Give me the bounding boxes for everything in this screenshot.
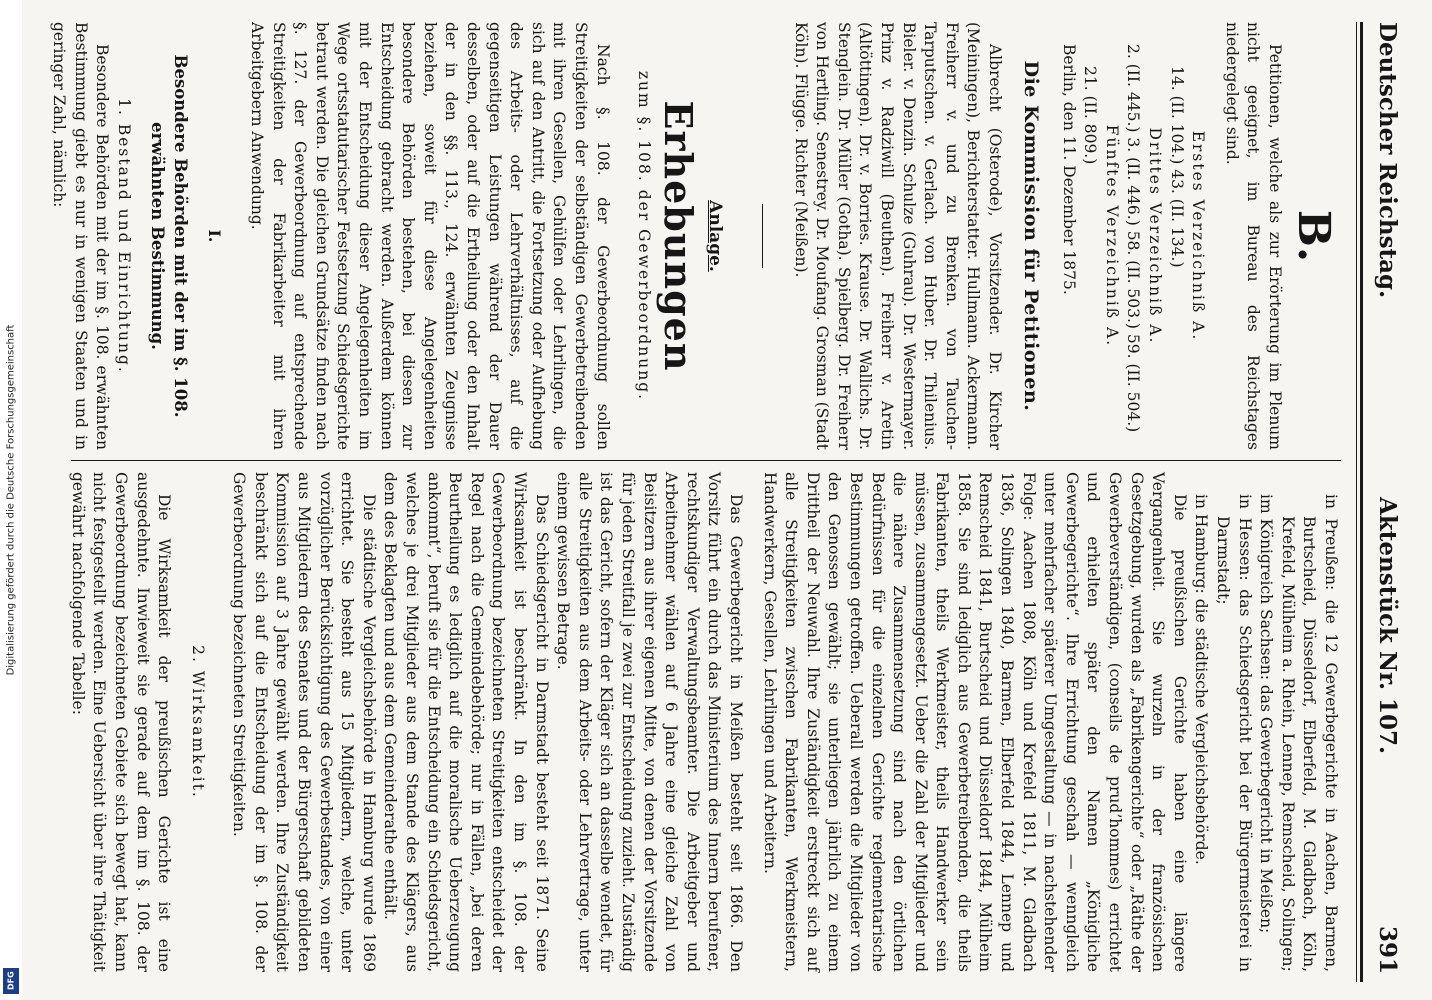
item-hamburg: in Hamburg: die städtische Vergleichsbehörde. [1192, 494, 1211, 865]
main-title: Erhebungen [656, 100, 702, 372]
digitization-note [0, 12, 22, 988]
header-left: Deutscher Reichstag. [1374, 22, 1401, 299]
intro-paragraph: Nach §. 108. der Gewerbeordnung sollen Streitigkeiten der selbständigen Gewerbetreibenden mit ihren Gesellen, Gehülfen oder Lehrlingen, die sich auf den Antritt, die Fortsetzung oder Aufhebung des Arbeits- oder Lehrverhältnisses, auf die gegenseitigen Leistungen während der Dauer desselben, oder auf die Ertheilung oder den Inhalt der in den §§. 113., 124. erwähnten Zeugnisse beziehen, soweit für diese Angelegenheiten besondere Behörden bestehen, bei diesen zur Entscheidung gebracht werden. Außerdem können mit der Entscheidung dieser Angelegenheiten im Wege ortsstatutarischer Festsetzung Schiedsgerichte betraut werden. Die gleichen Grundsätze finden nach §. 127. der Gewerbeordnung auf entsprechende Streitigkeiten der Fabrikarbeiter mit ihren Arbeitgebern Anwendung. [248, 22, 612, 450]
item-hessen: in Hessen: das Schiedsgericht bei der Bürgermeisterei in Darmstadt; [1214, 494, 1254, 972]
list-1-heading: Erstes Verzeichniß A. [1189, 130, 1208, 342]
subsection-1-heading: 1. Bestand und Einrichtung. [114, 98, 133, 374]
scanned-page [22, 0, 1432, 1000]
header-rule-thin [1356, 22, 1357, 982]
paragraph-hamburg: Die städtische Vergleichsbehörde in Hamburg wurde 1869 errichtet. Sie besteht aus 15 Mitgliedern, welche, unter vorzüglicher Berücksichtigung des Gewerbestandes, von einer aus Mitgliedern des Senates und der Bürgerschaft gebildeten Kommission auf 3 Jahre gewählt werden. Ihre Zuständigkeit beschränkt sich auf die Entscheidung der im §. 108. der Gewerbeordnung bezeichneten Streitigkeiten. [230, 472, 378, 972]
section-heading: Besondere Behörden mit der im §. 108. erwähnten Bestimmung. [147, 54, 190, 418]
place-date: Berlin, den 11. Dezember 1875. [1059, 44, 1078, 295]
paragraph-darmstadt: Das Schiedsgericht in Darmstadt besteht seit 1871. Seine Wirksamkeit ist beschränkt. In den im §. 108. der Gewerbeordnung bezeichneten Streitigkeiten entscheidet der Regel nach die Gemeindebehörde; nur in Fällen, „bei deren Beurtheilung es lediglich auf die moralische Ueberzeugung ankommt“, beruft sie für die Entscheidung ein Schiedsgericht, welches je drei Mitglieder aus dem Stande des Klägers, aus dem des Beklagten und aus dem Gemeinderathe enthält. [381, 472, 551, 972]
digitization-note-text: Digitalisierung gefördert durch die Deutsche Forschungsgemeinschaft [5, 324, 17, 676]
header-rule [1360, 22, 1363, 982]
section-letter: B. [1288, 209, 1339, 263]
paragraph-wirksamkeit: Die Wirksamkeit der preußischen Gerichte ist eine ausgedehnte. Inwieweit sie gerade auf dem im §. 108. der Gewerbeordnung bezeichneten Gebiete sich bewegt hat, kann nicht festgestellt werden. Eine Uebersicht über ihre Thätigkeit gewährt nachfolgende Tabelle: [68, 472, 174, 972]
page-number: 391 [1374, 925, 1401, 974]
commission-title: Die Kommission für Petitionen. [1020, 60, 1043, 412]
paragraph-meissen: Das Gewerbegericht in Meißen besteht seit 1866. Den Vorsitz führt ein durch das Ministerium des Innern berufener, rechtskundiger Verwaltungsbeamter. Die Arbeitgeber und Arbeitnehmer wählen auf 6 Jahre eine gleiche Zahl von Beisitzern aus ihrer eigenen Mitte, von denen der Vorsitzende für jeden Streitfall je zwei zur Entscheidung zuzieht. Zuständig ist das Gericht, sofern der Kläger sich an dasselbe wendet, für alle Streitigkeiten aus dem Arbeits- oder Lehrvertrage, unter einem gewissen Betrage. [554, 472, 745, 972]
behoerden-paragraph: Besondere Behörden mit der im §. 108. erwähnten Bestimmung giebt es nur in wenigen Staaten und in geringer Zahl, nämlich: [50, 22, 112, 450]
dfg-logo-icon: DFG [3, 968, 19, 994]
header-center: Aktenstück Nr. 107. [1374, 497, 1401, 755]
item-sachsen: im Königreich Sachsen: das Gewerbegericht in Meißen; [1257, 494, 1276, 934]
section-divider [762, 204, 763, 268]
list-3-items: 2. (II. 445.) 3. (II. 446.) 58. (II. 503.) 59. (II. 504.) [1124, 44, 1143, 433]
left-column [47, 22, 1341, 450]
annex-label: Anlage. [705, 200, 726, 272]
paragraph-preussen: Die preußischen Gerichte haben eine längere Vergangenheit. Sie wurzeln in der französischen Gesetzgebung, wurden als „Fabrikengerichte“ oder „Räthe der Gewerbeverständigen, (conseils de prud’hommes) errichtet und erhielten später den Namen „Königliche Gewerbegerichte“. Ihre Errichtung geschah — wenngleich unter mehrfacher späterer Umgestaltung — in nachstehender Folge: Aachen 1808, Köln und Krefeld 1811, M. Gladbach 1836, Solingen 1840, Barmen, Elberfeld 1844, Lennep und Remscheid 1841, Burtscheid und Düsseldorf 1844, Mülheim 1858. Sie sind lediglich aus Gewerbetreibenden, die theils Fabrikanten, theils Werkmeister, theils Handwerker sein müssen, zusammengesetzt. Ueber die Zahl der Mitglieder und die nähere Zusammensetzung sind nach den örtlichen Bedürfnissen für die einzelnen Gerichte reglementarische Bestimmungen getroffen. Ueberall werden die Mitglieder von den Genossen gewählt; sie unterliegen jährlich zu einem Drittheil der Neuwahl. Ihre Zuständigkeit erstreckt sich auf alle Streitigkeiten zwischen Fabrikanten, Werkmeistern, Handwerkern, Gesellen, Lehrlingen und Arbeitern. [760, 472, 1189, 972]
list-5-heading: Fünftes Verzeichniß A. [1102, 124, 1121, 348]
petitions-intro: Petitionen, welche als zur Erörterung im Plenum nicht geeignet, im Bureau des Reichstages niedergelegt sind. [1222, 22, 1284, 450]
list-5-items: 21. (II. 809.) [1081, 66, 1100, 165]
commission-members: Albrecht (Osterode), Vorsitzender. Dr. Kircher (Meiningen), Berichterstatter. Hullmann. Ackermann. Freiherr v. und zu Brenken. von Tauchen-Tarputschen. v. Gerlach. von Huber. Dr. Thilenius. Bieler. v. Denzin. Schulze (Guhrau). Dr. Westermayer. Prinz v. Radziwill (Beuthen). Freiherr v. Aretin (Altöttingen). Dr. v. Borries. Krause. Dr. Wallichs. Dr. Stenglein. Dr. Müller (Gotha). Spielberg. Dr. Freiherr von Hertling. Senestrey. Dr. Moufang. Grosman (Stadt Köln). Flügge. Richter (Meißen). [791, 22, 1005, 450]
list-1-items: 14. (II. 104.) 43. (II. 134.) [1167, 66, 1186, 268]
right-column [66, 472, 1341, 972]
column-rule-1 [71, 460, 1341, 461]
rotated-page [50, 22, 1407, 982]
list-3-heading: Drittes Verzeichniß A. [1146, 127, 1165, 345]
item-preussen: in Preußen: die 12 Gewerbegerichte in Aachen, Barmen, Burtscheid, Düsseldorf, Elberfeld, M. Gladbach, Köln, Krefeld, Mülheim a. Rhein, Lennep, Remscheid, Solingen; [1278, 494, 1340, 972]
roman-numeral: I. [205, 229, 225, 243]
subsection-2-heading: 2. Wirksamkeit. [188, 645, 207, 799]
main-subtitle: zum §. 108. der Gewerbeordnung. [635, 70, 654, 402]
